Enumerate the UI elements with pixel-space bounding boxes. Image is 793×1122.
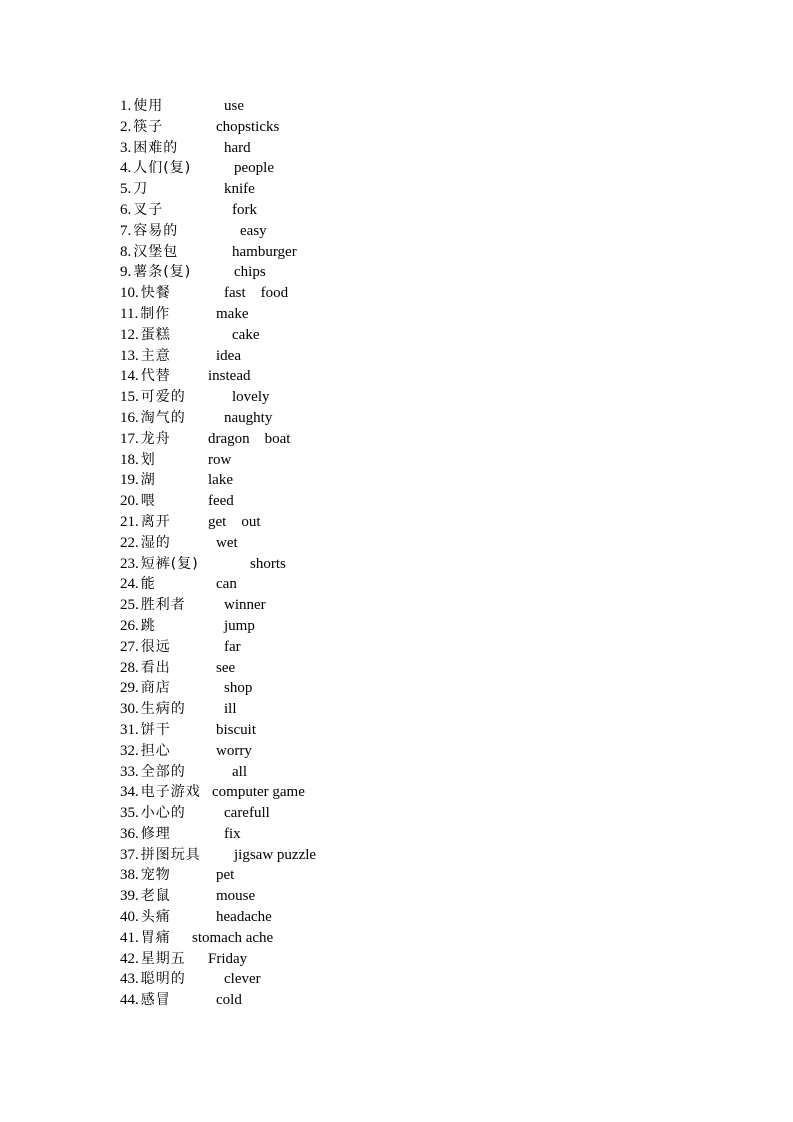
- english-term: worry: [216, 742, 252, 759]
- list-item: [120, 803, 270, 824]
- english-term: hard: [224, 139, 251, 156]
- chinese-term: 可爱的: [140, 389, 186, 406]
- item-number: 39.: [120, 888, 139, 905]
- item-number: 4.: [120, 160, 132, 177]
- item-number: 24.: [120, 576, 139, 593]
- list-item: [120, 262, 266, 283]
- chinese-term: 胃痛: [140, 929, 171, 946]
- list-item: [120, 741, 252, 762]
- chinese-term: 能: [140, 576, 156, 593]
- chinese-term: 电子游戏: [140, 784, 201, 801]
- item-number: 6.: [120, 201, 132, 218]
- item-number: 10.: [120, 285, 139, 302]
- english-term: feed: [208, 493, 234, 510]
- list-item: [120, 117, 280, 138]
- list-item: [120, 886, 256, 907]
- list-item: [120, 990, 242, 1011]
- english-term: make: [216, 305, 249, 322]
- item-number: 20.: [120, 493, 139, 510]
- chinese-term: 主意: [140, 347, 171, 364]
- item-number: 14.: [120, 368, 139, 385]
- chinese-term: 筷子: [133, 118, 164, 135]
- chinese-term: 聪明的: [140, 971, 186, 988]
- chinese-term: 很远: [140, 638, 171, 655]
- item-number: 26.: [120, 617, 139, 634]
- english-term: lovely: [232, 389, 270, 406]
- english-term: instead: [208, 368, 251, 385]
- item-number: 31.: [120, 721, 139, 738]
- list-item: [120, 720, 256, 741]
- item-number: 5.: [120, 181, 132, 198]
- english-term: people: [234, 160, 274, 177]
- list-item: [120, 678, 253, 699]
- item-number: 44.: [120, 992, 139, 1009]
- list-item: [120, 533, 238, 554]
- list-item: [120, 283, 289, 304]
- item-number: 9.: [120, 264, 132, 281]
- chinese-term: 头痛: [140, 909, 171, 926]
- english-term: get out: [208, 513, 261, 530]
- item-number: 11.: [120, 305, 139, 322]
- english-term: shorts: [250, 555, 286, 572]
- english-term: jigsaw puzzle: [234, 846, 317, 863]
- chinese-term: 小心的: [140, 805, 186, 822]
- chinese-term: 商店: [140, 680, 171, 697]
- chinese-term: 划: [140, 451, 156, 468]
- english-term: all: [232, 763, 247, 780]
- list-item: [120, 242, 297, 263]
- item-number: 29.: [120, 680, 139, 697]
- item-number: 17.: [120, 430, 139, 447]
- item-number: 16.: [120, 409, 139, 426]
- item-number: 22.: [120, 534, 139, 551]
- list-item: [120, 824, 241, 845]
- item-number: 1.: [120, 98, 132, 114]
- item-number: 3.: [120, 139, 132, 156]
- list-item: [120, 969, 261, 990]
- chinese-term: 人们(复): [133, 160, 192, 177]
- list-item: [120, 637, 241, 658]
- chinese-term: 喂: [140, 493, 156, 510]
- item-number: 7.: [120, 222, 132, 239]
- item-number: 2.: [120, 118, 132, 135]
- chinese-term: 跳: [140, 617, 156, 634]
- list-item: [120, 429, 291, 450]
- english-term: lake: [208, 472, 233, 489]
- chinese-term: 担心: [140, 742, 171, 759]
- item-number: 32.: [120, 742, 139, 759]
- item-number: 42.: [120, 950, 139, 967]
- chinese-term: 全部的: [140, 763, 186, 780]
- chinese-term: 困难的: [133, 139, 179, 156]
- list-item: [120, 450, 232, 471]
- item-number: 30.: [120, 701, 139, 718]
- chinese-term: 薯条(复): [133, 264, 192, 281]
- chinese-term: 宠物: [140, 867, 171, 884]
- list-item: [120, 138, 251, 159]
- item-number: 43.: [120, 971, 139, 988]
- chinese-term: 短裤(复): [140, 555, 199, 572]
- english-term: wet: [216, 534, 238, 551]
- vocabulary-list: [120, 96, 317, 1011]
- chinese-term: 叉子: [133, 201, 164, 218]
- chinese-term: 离开: [140, 513, 171, 530]
- list-item: [120, 200, 257, 221]
- list-item: [120, 491, 234, 512]
- chinese-term: 快餐: [140, 285, 171, 302]
- english-term: mouse: [216, 888, 256, 905]
- english-term: jump: [224, 617, 255, 634]
- list-item: [120, 554, 286, 575]
- list-item: [120, 408, 273, 429]
- english-term: use: [224, 98, 244, 114]
- chinese-term: 拼图玩具: [140, 846, 201, 863]
- chinese-term: 使用: [133, 98, 164, 114]
- item-number: 21.: [120, 513, 139, 530]
- list-item: [120, 595, 266, 616]
- list-item: [120, 346, 241, 367]
- chinese-term: 老鼠: [140, 888, 171, 905]
- list-item: [120, 304, 249, 325]
- english-term: computer game: [212, 784, 305, 801]
- english-term: naughty: [224, 409, 273, 426]
- chinese-term: 龙舟: [140, 430, 171, 447]
- chinese-term: 胜利者: [140, 597, 186, 614]
- item-number: 27.: [120, 638, 139, 655]
- list-item: [120, 179, 255, 200]
- item-number: 37.: [120, 846, 139, 863]
- item-number: 35.: [120, 805, 139, 822]
- english-term: fast food: [224, 285, 289, 302]
- item-number: 25.: [120, 597, 139, 614]
- english-term: winner: [224, 597, 266, 614]
- english-term: dragon boat: [208, 430, 291, 447]
- english-term: row: [208, 451, 232, 468]
- chinese-term: 容易的: [133, 222, 179, 239]
- english-term: can: [216, 576, 237, 593]
- english-term: clever: [224, 971, 261, 988]
- chinese-term: 湖: [140, 472, 156, 489]
- english-term: headache: [216, 909, 272, 926]
- english-term: chopsticks: [216, 118, 280, 135]
- english-term: stomach ache: [192, 929, 274, 946]
- list-item: [120, 221, 267, 242]
- item-number: 34.: [120, 784, 139, 801]
- english-term: see: [216, 659, 236, 676]
- chinese-term: 感冒: [140, 992, 171, 1009]
- english-term: chips: [234, 264, 266, 281]
- chinese-term: 生病的: [140, 701, 186, 718]
- english-term: easy: [240, 222, 267, 239]
- list-item: [120, 762, 247, 783]
- english-term: biscuit: [216, 721, 256, 738]
- english-term: Friday: [208, 950, 248, 967]
- english-term: pet: [216, 867, 235, 884]
- list-item: [120, 658, 236, 679]
- item-number: 40.: [120, 909, 139, 926]
- english-term: knife: [224, 181, 255, 198]
- english-term: idea: [216, 347, 241, 364]
- item-number: 8.: [120, 243, 132, 260]
- chinese-term: 星期五: [140, 950, 186, 967]
- item-number: 19.: [120, 472, 139, 489]
- item-number: 23.: [120, 555, 139, 572]
- list-item: [120, 512, 261, 533]
- chinese-term: 看出: [140, 659, 171, 676]
- english-term: cold: [216, 992, 242, 1009]
- list-item: [120, 470, 233, 491]
- list-item: [120, 699, 237, 720]
- list-item: [120, 616, 255, 637]
- list-item: [120, 928, 274, 949]
- chinese-term: 汉堡包: [133, 243, 179, 260]
- chinese-term: 淘气的: [140, 409, 186, 426]
- list-item: [120, 949, 248, 970]
- list-item: [120, 845, 317, 866]
- chinese-term: 刀: [133, 181, 149, 198]
- list-item: [120, 865, 235, 886]
- english-term: ill: [224, 701, 237, 718]
- item-number: 38.: [120, 867, 139, 884]
- item-number: 15.: [120, 389, 139, 406]
- english-term: far: [224, 638, 241, 655]
- item-number: 13.: [120, 347, 139, 364]
- chinese-term: 蛋糕: [140, 326, 171, 343]
- item-number: 28.: [120, 659, 139, 676]
- chinese-term: 饼干: [140, 721, 171, 738]
- item-number: 41.: [120, 929, 139, 946]
- chinese-term: 湿的: [140, 534, 171, 551]
- english-term: hamburger: [232, 243, 297, 260]
- list-item: [120, 158, 274, 179]
- item-number: 33.: [120, 763, 139, 780]
- list-item: [120, 96, 244, 117]
- english-term: cake: [232, 326, 260, 343]
- chinese-term: 制作: [140, 305, 171, 322]
- english-term: shop: [224, 680, 253, 697]
- list-item: [120, 782, 305, 803]
- english-term: carefull: [224, 805, 270, 822]
- list-item: [120, 325, 260, 346]
- list-item: [120, 574, 237, 595]
- list-item: [120, 366, 251, 387]
- list-item: [120, 907, 272, 928]
- item-number: 12.: [120, 326, 139, 343]
- list-item: [120, 387, 270, 408]
- english-term: fix: [224, 825, 241, 842]
- item-number: 36.: [120, 825, 139, 842]
- item-number: 18.: [120, 451, 139, 468]
- chinese-term: 修理: [140, 825, 171, 842]
- chinese-term: 代替: [140, 368, 171, 385]
- english-term: fork: [232, 201, 257, 218]
